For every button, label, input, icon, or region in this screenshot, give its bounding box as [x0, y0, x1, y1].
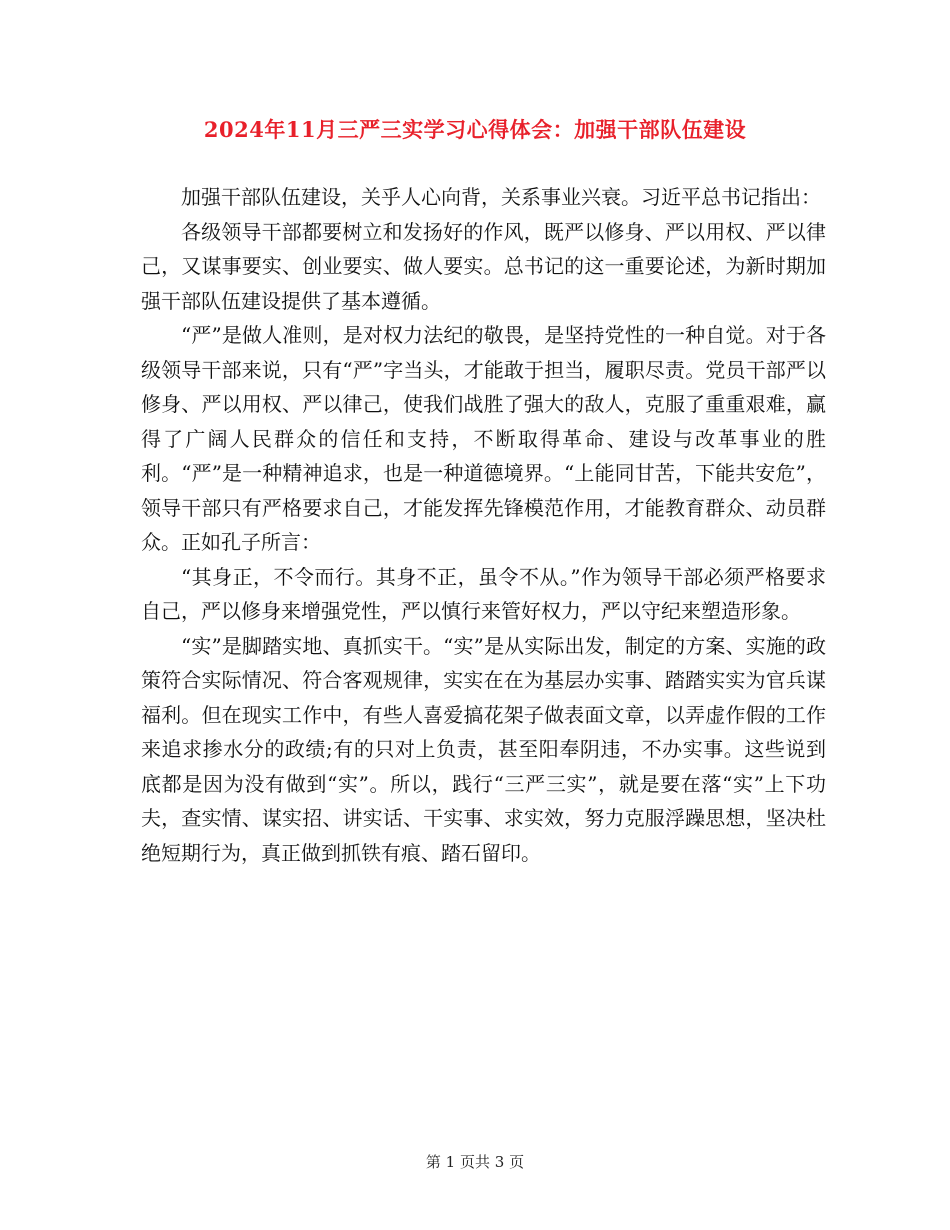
page-number-footer: 第 1 页共 3 页: [425, 1153, 525, 1171]
paragraph-2: 各级领导干部都要树立和发扬好的作风，既严以修身、严以用权、严以律己，又谋事要实、创业要实、做人要实。总书记的这一重要论述，为新时期加强干部队伍建设提供了基本遵循。: [141, 219, 826, 313]
document-body: [141, 180, 826, 870]
paragraph-4: “其身正，不令而行。其身不正，虽令不从。”作为领导干部必须严格要求自己，严以修身来增强党性，严以慎行来管好权力，严以守纪来塑造形象。: [141, 564, 826, 623]
paragraph-1: 加强干部队伍建设，关乎人心向背，关系事业兴衰。习近平总书记指出：: [181, 185, 821, 209]
paragraph-5: “实”是脚踏实地、真抓实干。“实”是从实际出发，制定的方案、实施的政策符合实际情况、符合客观规律，实实在在为基层办实事、踏踏实实为官兵谋福利。但在现实工作中，有些人喜爱搞花架子做表面文章，以弄虚作假的工作来追求掺水分的政绩;有的只对上负责，甚至阳奉阴违，不办实事。这些说到底都是因为没有做到“实”。所以，践行“三严三实”，就是要在落“实”上下功夫，查实情、谋实招、讲实话、干实事、求实效，努力克服浮躁思想，坚决杜绝短期行为，真正做到抓铁有痕、踏石留印。: [141, 633, 826, 865]
document-title: 2024年11月三严三实学习心得体会：加强干部队伍建设: [203, 117, 747, 142]
paragraph-3: “严”是做人准则，是对权力法纪的敬畏，是坚持党性的一种自觉。对于各级领导干部来说，只有“严”字当头，才能敢于担当，履职尽责。党员干部严以修身、严以用权、严以律己，使我们战胜了强大的敌人，克服了重重艰难，赢得了广阔人民群众的信任和支持，不断取得革命、建设与改革事业的胜利。“严”是一种精神追求，也是一种道德境界。“上能同甘苦，下能共安危”，领导干部只有严格要求自己，才能发挥先锋模范作用，才能教育群众、动员群众。正如孔子所言：: [141, 323, 826, 554]
